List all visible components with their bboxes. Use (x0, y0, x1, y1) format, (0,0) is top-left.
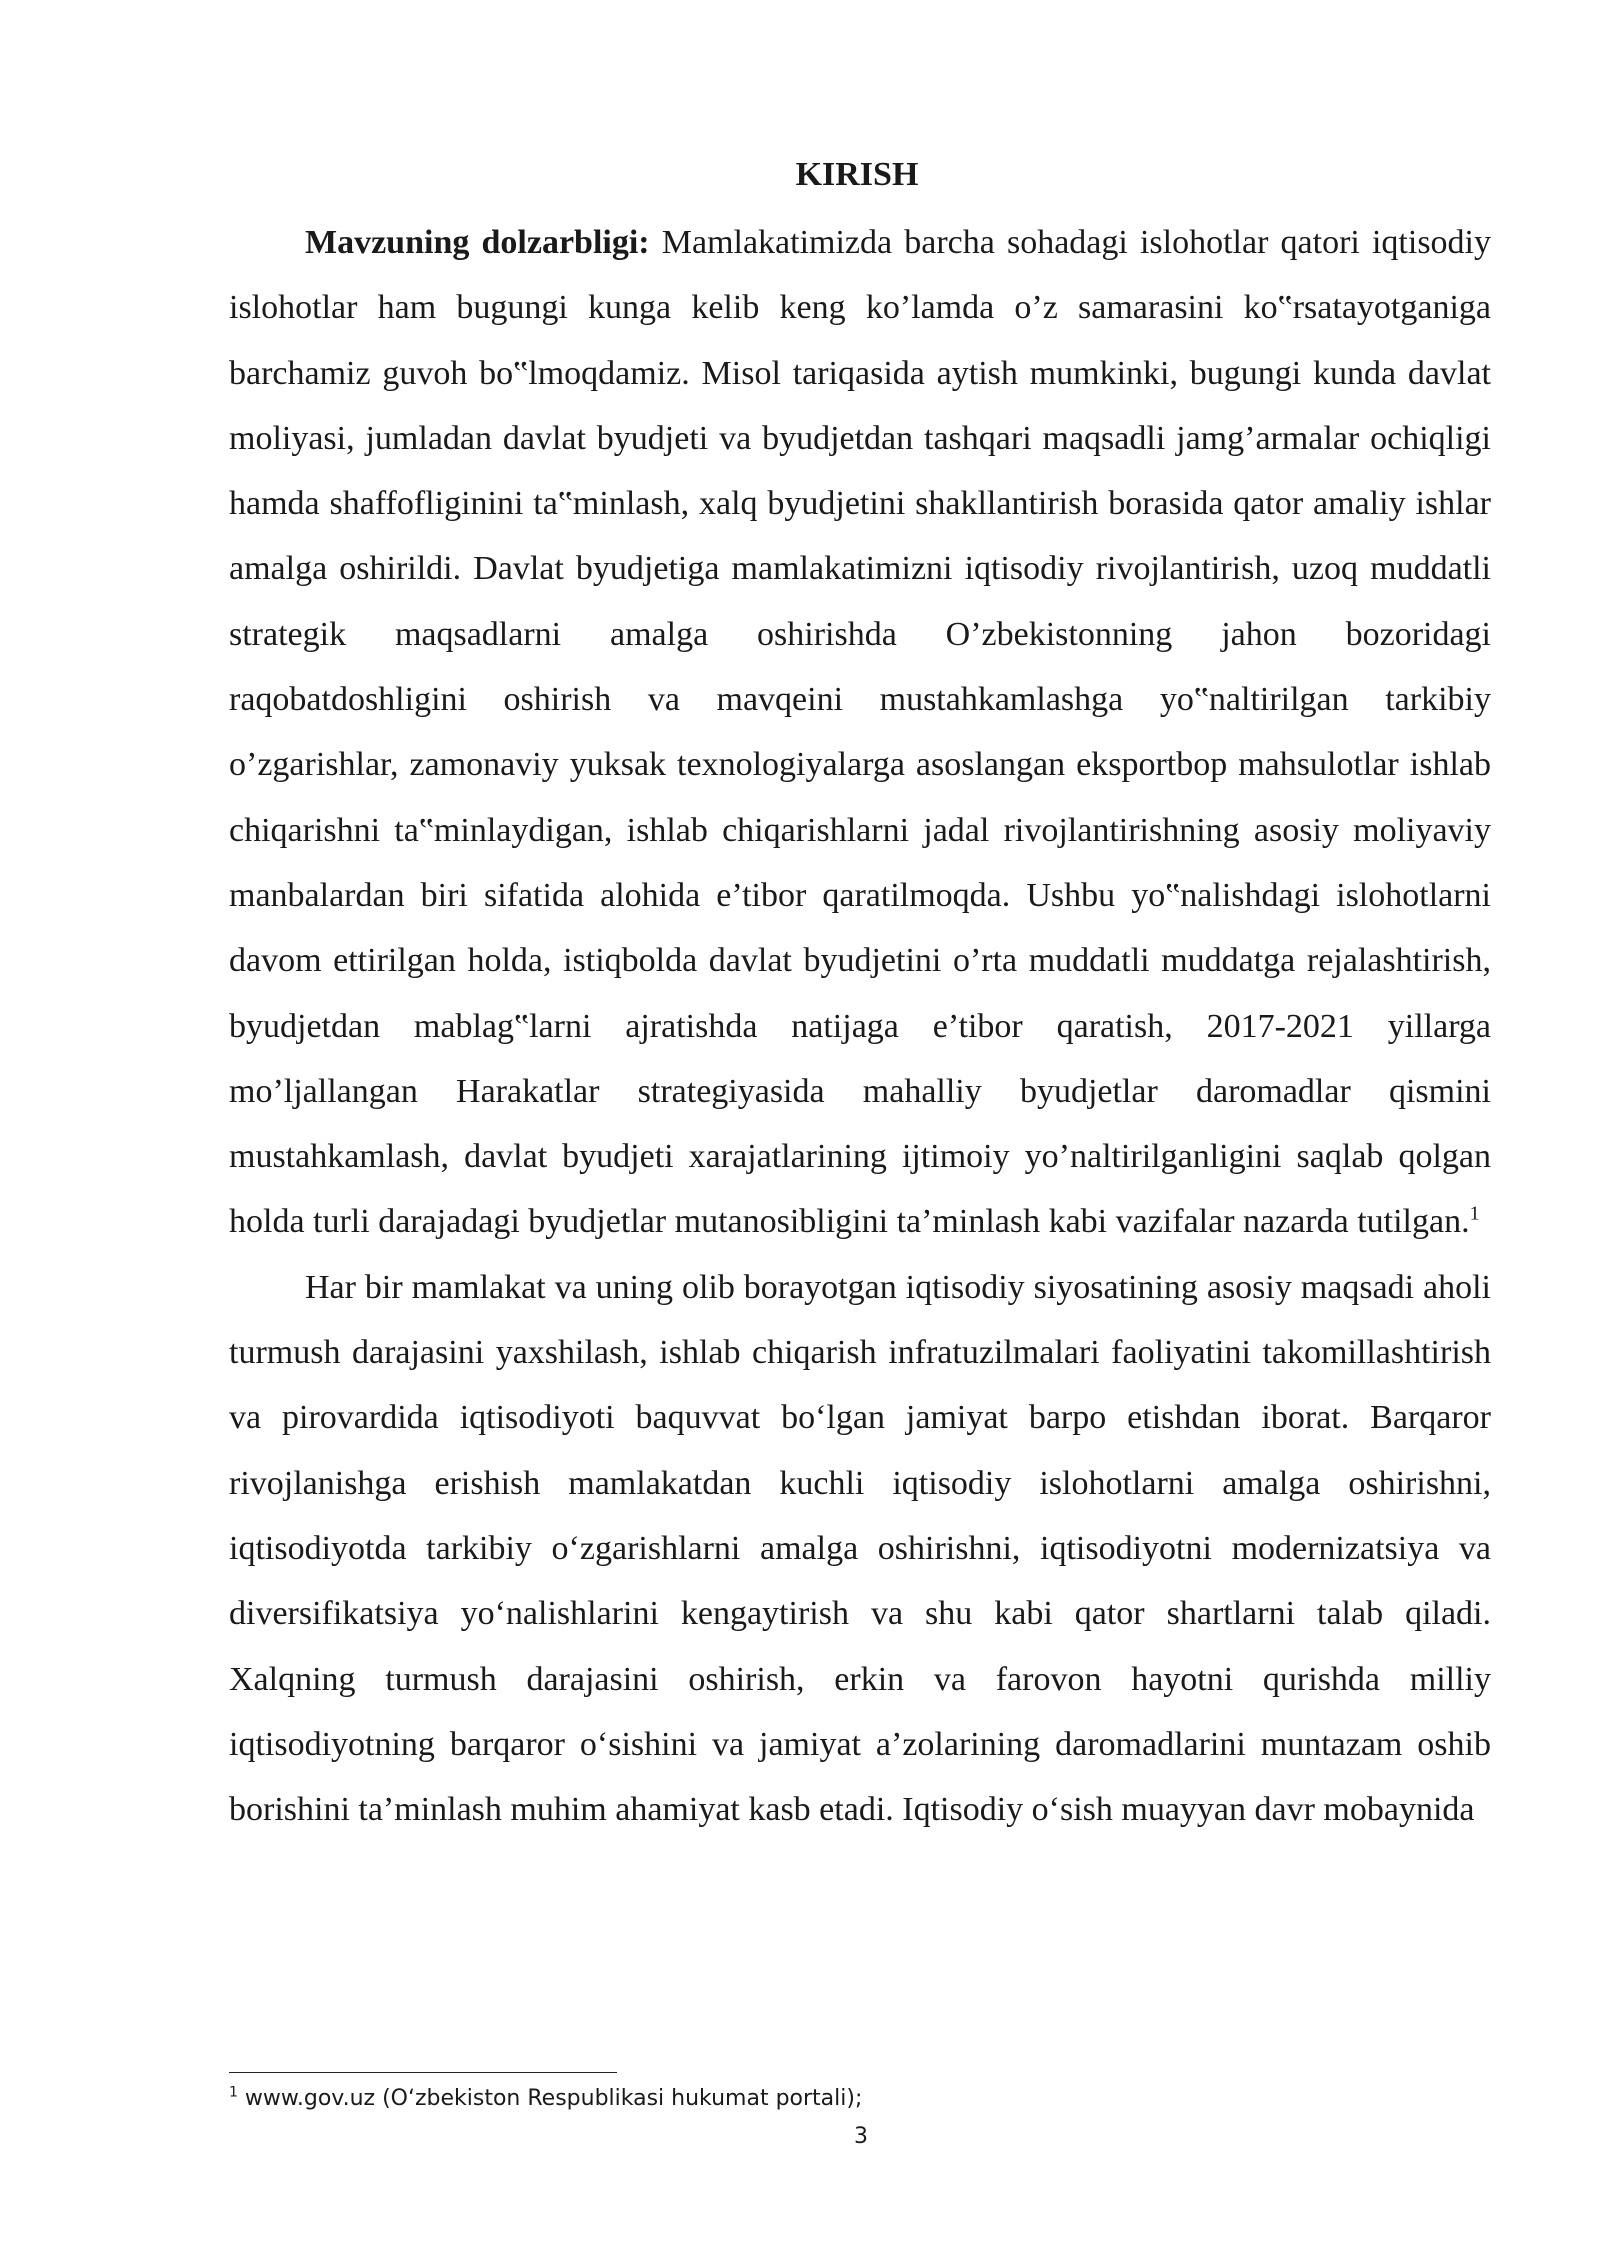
footnote-separator (229, 2072, 617, 2073)
paragraph-lead: Mavzuning dolzarbligi: (305, 224, 650, 261)
section-heading: KIRISH (795, 156, 919, 193)
footnote (229, 2084, 862, 2114)
paragraph-1-text: Mamlakatimizda barcha sohadagi islohotlar qatori iqtisodiy islohotlar ham bugungi kunga kelib keng ko’lamda o’z samarasini ko‟rsatayotganiga barchamiz guvoh bo‟lmoqdamiz. Misol tariqasida aytish mumkinki, bugungi kunda davlat moliyasi, jumladan davlat byudjeti va byudjetdan tashqari maqsadli jamg’armalar ochiqligi hamda shaffofliginini ta‟minlash, xalq byudjetini shakllantirish borasida qator amaliy ishlar amalga oshirildi. Davlat byudjetiga mamlakatimizni iqtisodiy rivojlantirish, uzoq muddatli strategik maqsadlarni amalga oshirishda O’zbekistonning jahon bozoridagi raqobatdoshligini oshirish va mavqeini mustahkamlashga yo‟naltirilgan tarkibiy o’zgarishlar, zamonaviy yuksak texnologiyalarga asoslangan eksportbop mahsulotlar ishlab chiqarishni ta‟minlaydigan, ishlab chiqarishlarni jadal rivojlantirishning asosiy moliyaviy manbalardan biri sifatida alohida e’tibor qaratilmoqda. Ushbu yo‟nalishdagi islohotlarni davom ettirilgan holda, istiqbolda davlat byudjetini o’rta muddatli muddatga rejalashtirish, byudjetdan mablag‟larni ajratishda natijaga e’tibor qaratish, 2017-2021 yillarga mo’ljallangan Harakatlar strategiyasida mahalliy byudjetlar daromadlar qismini mustahkamlash, davlat byudjeti xarajatlarining ijtimoiy yo’naltirilganligini saqlab qolgan holda turli darajadagi byudjetlar mutanosibligini ta’minlash kabi vazifalar nazarda tutilgan. (229, 224, 1491, 1241)
footnote-text: www.gov.uz (O‘zbekiston Respublikasi hukumat portali); (237, 2086, 863, 2111)
page-number: 3 (854, 2124, 868, 2149)
paragraph-1 (229, 210, 1491, 1255)
paragraph-2: Har bir mamlakat va uning olib borayotgan iqtisodiy siyosatining asosiy maqsadi aholi turmush darajasini yaxshilash, ishlab chiqarish infratuzilmalari faoliyatini takomillashtirish va pirovardida iqtisodiyoti baquvvat bo‘lgan jamiyat barpo etishdan iborat. Barqaror rivojlanishga erishish mamlakatdan kuchli iqtisodiy islohotlarni amalga oshirishni, iqtisodiyotda tarkibiy o‘zgarishlarni amalga oshirishni, iqtisodiyotni modernizatsiya va diversifikatsiya yo‘nalishlarini kengaytirish va shu kabi qator shartlarni talab qiladi. Xalqning turmush darajasini oshirish, erkin va farovon hayotni qurishda milliy iqtisodiyotning barqaror o‘sishini va jamiyat a’zolarining daromadlarini muntazam oshib borishini ta’minlash muhim ahamiyat kasb etadi. Iqtisodiy o‘sish muayyan davr mobaynida (229, 1268, 1491, 1829)
footnote-reference[interactable]: 1 (1469, 1203, 1480, 1226)
footnote-marker: 1 (229, 2084, 238, 2101)
body-text (229, 210, 1491, 1842)
